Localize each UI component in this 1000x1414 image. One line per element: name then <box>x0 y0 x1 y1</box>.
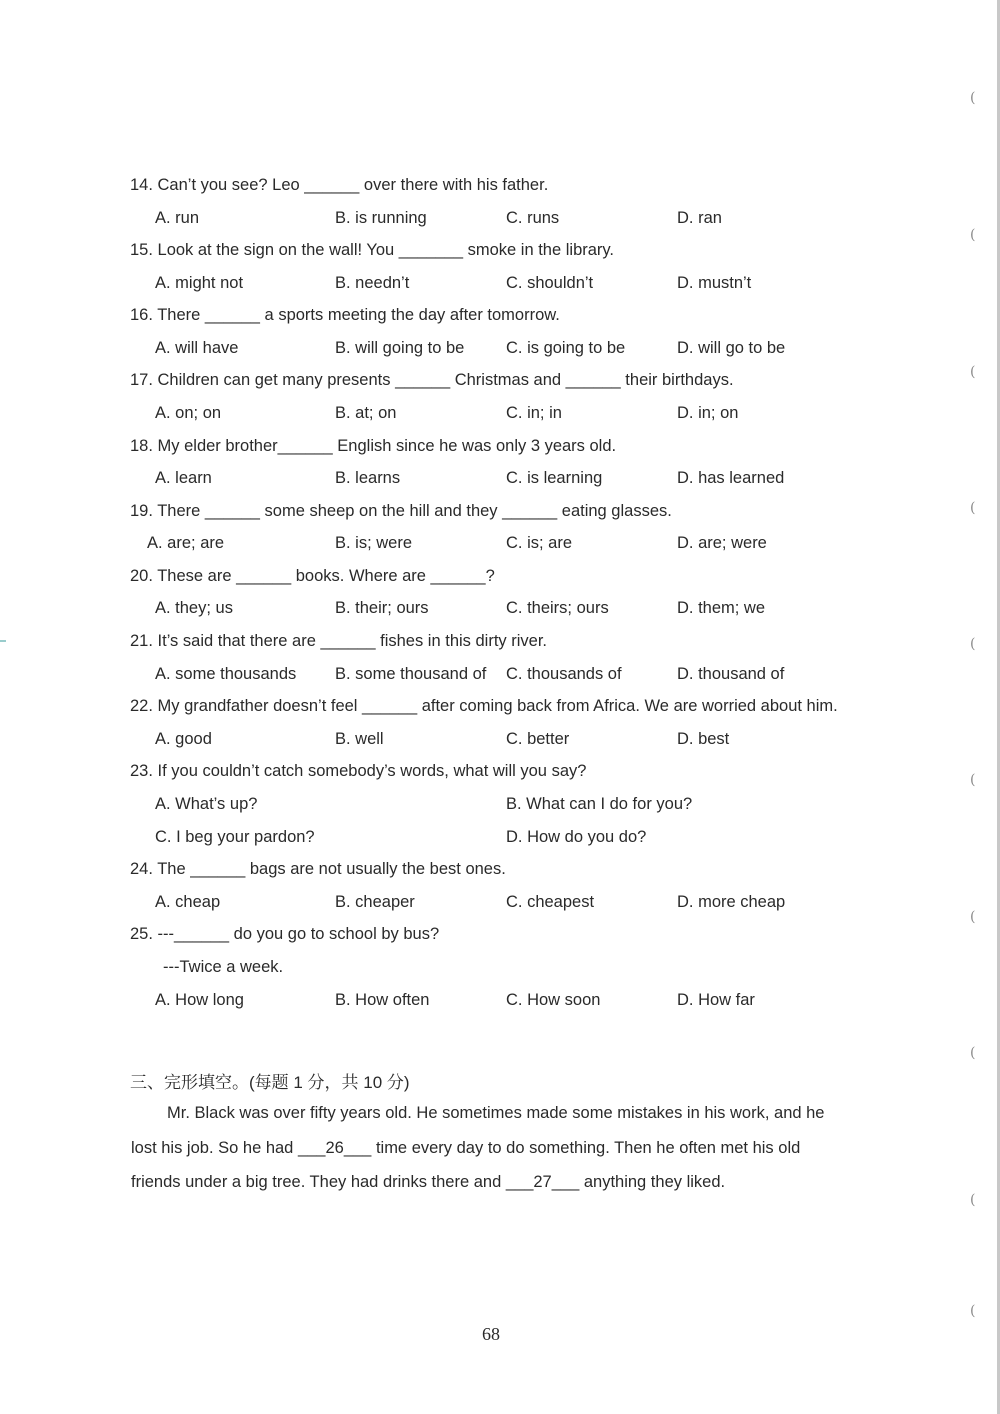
answer-bracket: ( <box>970 90 976 106</box>
q16-option-d: D. will go to be <box>677 339 786 357</box>
answer-bracket: ( <box>970 227 976 243</box>
q20-option-a: A. they; us <box>155 599 233 617</box>
q24-option-d: D. more cheap <box>677 893 786 911</box>
q17-option-c: C. in; in <box>506 404 562 422</box>
question-22: 22. My grandfather doesn’t feel ______ after coming back from Africa. We are worried about him. <box>130 697 838 715</box>
question-17: 17. Children can get many presents ______ Christmas and ______ their birthdays. <box>130 371 734 389</box>
answer-bracket: ( <box>970 636 976 652</box>
q22-option-a: A. good <box>155 730 212 748</box>
q18-option-d: D. has learned <box>677 469 785 487</box>
passage-line-3: friends under a big tree. They had drinks there and ___27___ anything they liked. <box>131 1173 726 1191</box>
section-title: 三、完形填空。(每题 1 分，共 10 分) <box>130 1073 410 1092</box>
q14-option-c: C. runs <box>506 209 560 227</box>
q21-option-b: B. some thousand of <box>335 665 487 683</box>
q20-option-d: D. them; we <box>677 599 766 617</box>
q24-option-c: C. cheapest <box>506 893 595 911</box>
question-20: 20. These are ______ books. Where are ______? <box>130 567 495 585</box>
q18-option-a: A. learn <box>155 469 212 487</box>
q25-option-d: D. How far <box>677 991 755 1009</box>
q17-option-d: D. in; on <box>677 404 739 422</box>
answer-bracket: ( <box>970 500 976 516</box>
q20-option-c: C. theirs; ours <box>506 599 609 617</box>
q15-option-a: A. might not <box>155 274 244 292</box>
question-25: 25. ---______ do you go to school by bus? <box>130 925 440 943</box>
passage-line-2: lost his job. So he had ___26___ time every day to do something. Then he often met his old <box>131 1139 801 1157</box>
q19-option-c: C. is; are <box>506 534 573 552</box>
q17-option-a: A. on; on <box>155 404 222 422</box>
answer-bracket: ( <box>970 1303 976 1319</box>
q20-option-b: B. their; ours <box>335 599 429 617</box>
q14-option-b: B. is running <box>335 209 427 227</box>
q18-option-b: B. learns <box>335 469 401 487</box>
q15-option-d: D. mustn’t <box>677 274 752 292</box>
q23-option-d: D. How do you do? <box>506 828 647 846</box>
passage-line-1: Mr. Black was over fifty years old. He sometimes made some mistakes in his work, and he <box>167 1104 825 1122</box>
page-number: 68 <box>482 1324 500 1344</box>
q22-option-d: D. best <box>677 730 730 748</box>
answer-bracket: ( <box>970 364 976 380</box>
q16-option-c: C. is going to be <box>506 339 626 357</box>
q15-option-b: B. needn’t <box>335 274 410 292</box>
question-16: 16. There ______ a sports meeting the day after tomorrow. <box>130 306 560 324</box>
q21-option-c: C. thousands of <box>506 665 622 683</box>
q18-option-c: C. is learning <box>506 469 603 487</box>
q19-option-a: A. are; are <box>147 534 225 552</box>
q22-option-c: C. better <box>506 730 570 748</box>
q14-option-d: D. ran <box>677 209 722 227</box>
q16-option-a: A. will have <box>155 339 239 357</box>
question-15: 15. Look at the sign on the wall! You _______ smoke in the library. <box>130 241 615 259</box>
q24-option-b: B. cheaper <box>335 893 415 911</box>
answer-bracket: ( <box>970 772 976 788</box>
q19-option-b: B. is; were <box>335 534 413 552</box>
q23-option-b: B. What can I do for you? <box>506 795 693 813</box>
q17-option-b: B. at; on <box>335 404 397 422</box>
q25-option-c: C. How soon <box>506 991 601 1009</box>
q25-option-b: B. How often <box>335 991 430 1009</box>
question-18: 18. My elder brother______ English since he was only 3 years old. <box>130 437 617 455</box>
q21-option-a: A. some thousands <box>155 665 297 683</box>
q14-option-a: A. run <box>155 209 200 227</box>
q25-answer-line: ---Twice a week. <box>163 958 284 976</box>
question-21: 21. It’s said that there are ______ fishes in this dirty river. <box>130 632 548 650</box>
q23-option-c: C. I beg your pardon? <box>155 828 315 846</box>
scan-edge-mark <box>0 640 6 642</box>
q25-option-a: A. How long <box>155 991 244 1009</box>
q24-option-a: A. cheap <box>155 893 221 911</box>
q22-option-b: B. well <box>335 730 384 748</box>
question-24: 24. The ______ bags are not usually the best ones. <box>130 860 506 878</box>
q23-option-a: A. What’s up? <box>155 795 258 813</box>
q19-option-d: D. are; were <box>677 534 767 552</box>
answer-bracket: ( <box>970 1045 976 1061</box>
q16-option-b: B. will going to be <box>335 339 465 357</box>
answer-bracket: ( <box>970 1192 976 1208</box>
question-23: 23. If you couldn’t catch somebody’s words, what will you say? <box>130 762 587 780</box>
q15-option-c: C. shouldn’t <box>506 274 594 292</box>
q21-option-d: D. thousand of <box>677 665 785 683</box>
answer-bracket: ( <box>970 909 976 925</box>
question-19: 19. There ______ some sheep on the hill and they ______ eating glasses. <box>130 502 672 520</box>
question-14: 14. Can’t you see? Leo ______ over there with his father. <box>130 176 549 194</box>
